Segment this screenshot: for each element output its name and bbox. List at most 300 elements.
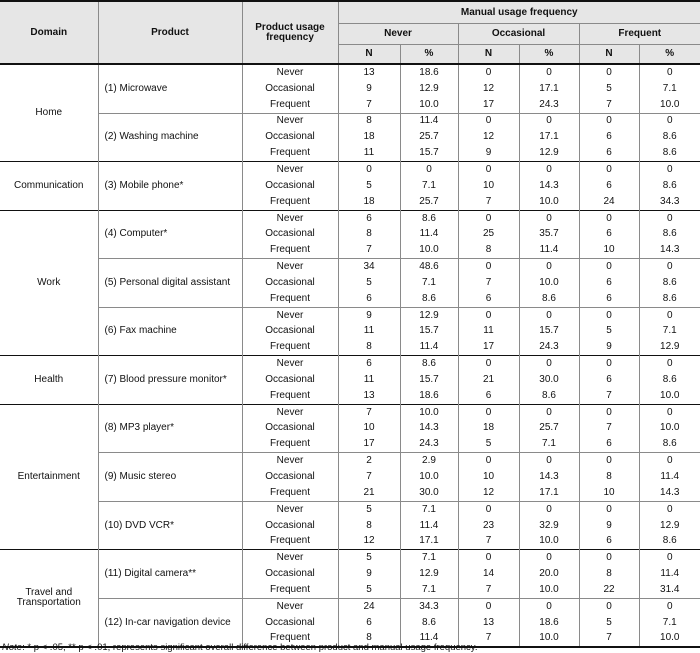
count-cell: 7 bbox=[579, 97, 639, 113]
product-cell: (5) Personal digital assistant bbox=[98, 259, 242, 308]
percent-cell: 0 bbox=[639, 113, 700, 129]
count-cell: 17 bbox=[458, 339, 519, 355]
percent-cell: 24.3 bbox=[519, 339, 579, 355]
percent-cell: 7.1 bbox=[400, 501, 458, 517]
count-cell: 21 bbox=[458, 372, 519, 388]
count-cell: 6 bbox=[579, 533, 639, 549]
count-cell: 10 bbox=[579, 242, 639, 258]
product-cell: (11) Digital camera** bbox=[98, 550, 242, 599]
count-cell: 6 bbox=[458, 388, 519, 404]
product-cell: (8) MP3 player* bbox=[98, 404, 242, 453]
percent-cell: 18.6 bbox=[400, 388, 458, 404]
percent-cell: 8.6 bbox=[639, 129, 700, 145]
usage-cell: Frequent bbox=[242, 97, 338, 113]
count-cell: 5 bbox=[579, 81, 639, 97]
header-n: N bbox=[338, 45, 400, 65]
percent-cell: 10.0 bbox=[519, 582, 579, 598]
table-row bbox=[0, 501, 700, 517]
usage-cell: Frequent bbox=[242, 339, 338, 355]
count-cell: 18 bbox=[338, 194, 400, 210]
percent-cell: 2.9 bbox=[400, 453, 458, 469]
usage-cell: Occasional bbox=[242, 469, 338, 485]
count-cell: 0 bbox=[458, 162, 519, 178]
count-cell: 7 bbox=[579, 421, 639, 437]
usage-cell: Never bbox=[242, 210, 338, 226]
count-cell: 0 bbox=[458, 404, 519, 420]
table-row bbox=[0, 404, 700, 420]
percent-cell: 10.0 bbox=[639, 97, 700, 113]
count-cell: 13 bbox=[458, 615, 519, 631]
percent-cell: 25.7 bbox=[400, 129, 458, 145]
count-cell: 23 bbox=[458, 518, 519, 534]
count-cell: 7 bbox=[458, 631, 519, 648]
percent-cell: 8.6 bbox=[639, 145, 700, 161]
count-cell: 0 bbox=[579, 307, 639, 323]
count-cell: 10 bbox=[458, 178, 519, 194]
count-cell: 6 bbox=[338, 210, 400, 226]
percent-cell: 0 bbox=[400, 162, 458, 178]
count-cell: 17 bbox=[338, 436, 400, 452]
percent-cell: 7.1 bbox=[400, 582, 458, 598]
usage-cell: Frequent bbox=[242, 436, 338, 452]
count-cell: 12 bbox=[458, 81, 519, 97]
percent-cell: 8.6 bbox=[639, 436, 700, 452]
percent-cell: 0 bbox=[639, 307, 700, 323]
percent-cell: 12.9 bbox=[639, 339, 700, 355]
percent-cell: 14.3 bbox=[519, 178, 579, 194]
percent-cell: 12.9 bbox=[400, 81, 458, 97]
count-cell: 34 bbox=[338, 259, 400, 275]
count-cell: 0 bbox=[458, 356, 519, 372]
usage-cell: Frequent bbox=[242, 485, 338, 501]
count-cell: 5 bbox=[338, 550, 400, 566]
usage-cell: Occasional bbox=[242, 81, 338, 97]
count-cell: 11 bbox=[458, 324, 519, 340]
count-cell: 8 bbox=[458, 242, 519, 258]
product-cell: (4) Computer* bbox=[98, 210, 242, 259]
percent-cell: 14.3 bbox=[639, 242, 700, 258]
percent-cell: 7.1 bbox=[400, 275, 458, 291]
percent-cell: 10.0 bbox=[639, 631, 700, 648]
header-pct: % bbox=[519, 45, 579, 65]
percent-cell: 10.0 bbox=[639, 421, 700, 437]
usage-cell: Frequent bbox=[242, 242, 338, 258]
count-cell: 0 bbox=[458, 259, 519, 275]
count-cell: 6 bbox=[338, 615, 400, 631]
count-cell: 0 bbox=[579, 210, 639, 226]
percent-cell: 0 bbox=[639, 453, 700, 469]
percent-cell: 0 bbox=[519, 404, 579, 420]
usage-cell: Never bbox=[242, 453, 338, 469]
percent-cell: 11.4 bbox=[400, 631, 458, 648]
percent-cell: 17.1 bbox=[519, 485, 579, 501]
usage-cell: Frequent bbox=[242, 582, 338, 598]
usage-cell: Occasional bbox=[242, 178, 338, 194]
count-cell: 25 bbox=[458, 226, 519, 242]
percent-cell: 8.6 bbox=[400, 615, 458, 631]
percent-cell: 14.3 bbox=[400, 421, 458, 437]
count-cell: 8 bbox=[338, 631, 400, 648]
count-cell: 6 bbox=[579, 436, 639, 452]
count-cell: 0 bbox=[579, 453, 639, 469]
table-row bbox=[0, 356, 700, 372]
table-row bbox=[0, 598, 700, 614]
count-cell: 12 bbox=[338, 533, 400, 549]
count-cell: 9 bbox=[338, 307, 400, 323]
count-cell: 0 bbox=[579, 501, 639, 517]
percent-cell: 15.7 bbox=[400, 145, 458, 161]
count-cell: 8 bbox=[338, 339, 400, 355]
header-occasional: Occasional bbox=[458, 24, 579, 45]
count-cell: 0 bbox=[458, 210, 519, 226]
percent-cell: 0 bbox=[639, 404, 700, 420]
percent-cell: 17.1 bbox=[519, 81, 579, 97]
table-note bbox=[2, 640, 477, 653]
percent-cell: 10.0 bbox=[519, 631, 579, 648]
percent-cell: 7.1 bbox=[519, 436, 579, 452]
count-cell: 9 bbox=[579, 339, 639, 355]
percent-cell: 11.4 bbox=[639, 566, 700, 582]
percent-cell: 24.3 bbox=[519, 97, 579, 113]
percent-cell: 0 bbox=[519, 356, 579, 372]
usage-cell: Never bbox=[242, 162, 338, 178]
count-cell: 8 bbox=[579, 469, 639, 485]
usage-cell: Occasional bbox=[242, 518, 338, 534]
header-manual-usage: Manual usage frequency bbox=[338, 1, 700, 24]
usage-cell: Occasional bbox=[242, 615, 338, 631]
domain-cell: Travel and Transportation bbox=[0, 550, 98, 648]
usage-cell: Never bbox=[242, 501, 338, 517]
table-row bbox=[0, 210, 700, 226]
count-cell: 7 bbox=[458, 582, 519, 598]
usage-cell: Never bbox=[242, 113, 338, 129]
usage-cell: Never bbox=[242, 64, 338, 81]
header-pct: % bbox=[400, 45, 458, 65]
percent-cell: 11.4 bbox=[400, 226, 458, 242]
percent-cell: 8.6 bbox=[400, 291, 458, 307]
count-cell: 0 bbox=[579, 550, 639, 566]
percent-cell: 48.6 bbox=[400, 259, 458, 275]
percent-cell: 7.1 bbox=[639, 615, 700, 631]
usage-cell: Occasional bbox=[242, 421, 338, 437]
count-cell: 6 bbox=[579, 226, 639, 242]
count-cell: 5 bbox=[338, 178, 400, 194]
percent-cell: 0 bbox=[519, 162, 579, 178]
count-cell: 6 bbox=[579, 275, 639, 291]
count-cell: 9 bbox=[579, 518, 639, 534]
count-cell: 9 bbox=[338, 566, 400, 582]
percent-cell: 10.0 bbox=[400, 404, 458, 420]
percent-cell: 8.6 bbox=[639, 533, 700, 549]
count-cell: 6 bbox=[579, 372, 639, 388]
percent-cell: 0 bbox=[639, 356, 700, 372]
percent-cell: 0 bbox=[639, 64, 700, 81]
percent-cell: 24.3 bbox=[400, 436, 458, 452]
product-cell: (6) Fax machine bbox=[98, 307, 242, 356]
header-frequent: Frequent bbox=[579, 24, 700, 45]
count-cell: 8 bbox=[579, 566, 639, 582]
percent-cell: 0 bbox=[519, 501, 579, 517]
usage-cell: Frequent bbox=[242, 388, 338, 404]
count-cell: 9 bbox=[458, 145, 519, 161]
count-cell: 7 bbox=[338, 97, 400, 113]
count-cell: 5 bbox=[579, 615, 639, 631]
count-cell: 7 bbox=[338, 469, 400, 485]
count-cell: 9 bbox=[338, 81, 400, 97]
count-cell: 7 bbox=[338, 404, 400, 420]
count-cell: 5 bbox=[338, 275, 400, 291]
percent-cell: 25.7 bbox=[400, 194, 458, 210]
percent-cell: 0 bbox=[519, 259, 579, 275]
usage-cell: Occasional bbox=[242, 129, 338, 145]
count-cell: 24 bbox=[579, 194, 639, 210]
percent-cell: 11.4 bbox=[639, 469, 700, 485]
count-cell: 8 bbox=[338, 518, 400, 534]
usage-cell: Occasional bbox=[242, 372, 338, 388]
table-body bbox=[0, 64, 700, 647]
percent-cell: 30.0 bbox=[519, 372, 579, 388]
count-cell: 0 bbox=[458, 307, 519, 323]
usage-cell: Never bbox=[242, 598, 338, 614]
note-label: Note bbox=[2, 642, 23, 653]
percent-cell: 7.1 bbox=[400, 550, 458, 566]
usage-cell: Occasional bbox=[242, 566, 338, 582]
count-cell: 0 bbox=[458, 453, 519, 469]
header-product-usage: Product usage frequency bbox=[242, 1, 338, 64]
percent-cell: 8.6 bbox=[639, 291, 700, 307]
header-n: N bbox=[579, 45, 639, 65]
count-cell: 5 bbox=[338, 501, 400, 517]
header-pct: % bbox=[639, 45, 700, 65]
percent-cell: 0 bbox=[639, 598, 700, 614]
percent-cell: 8.6 bbox=[639, 372, 700, 388]
domain-cell: Work bbox=[37, 276, 61, 288]
count-cell: 0 bbox=[579, 113, 639, 129]
count-cell: 0 bbox=[458, 598, 519, 614]
percent-cell: 0 bbox=[519, 453, 579, 469]
header-domain: Domain bbox=[0, 1, 98, 64]
product-cell: (1) Microwave bbox=[98, 64, 242, 113]
count-cell: 6 bbox=[458, 291, 519, 307]
percent-cell: 11.4 bbox=[400, 113, 458, 129]
domain-cell: Communication bbox=[14, 179, 84, 191]
count-cell: 6 bbox=[579, 291, 639, 307]
table-header bbox=[0, 1, 700, 64]
percent-cell: 10.0 bbox=[519, 194, 579, 210]
percent-cell: 10.0 bbox=[519, 275, 579, 291]
count-cell: 13 bbox=[338, 388, 400, 404]
count-cell: 8 bbox=[338, 113, 400, 129]
count-cell: 8 bbox=[338, 226, 400, 242]
percent-cell: 7.1 bbox=[639, 81, 700, 97]
usage-cell: Frequent bbox=[242, 291, 338, 307]
table-row bbox=[0, 113, 700, 129]
usage-cell: Occasional bbox=[242, 226, 338, 242]
count-cell: 10 bbox=[458, 469, 519, 485]
usage-cell: Occasional bbox=[242, 275, 338, 291]
domain-cell: Entertainment bbox=[17, 471, 80, 483]
count-cell: 7 bbox=[458, 194, 519, 210]
percent-cell: 18.6 bbox=[400, 64, 458, 81]
table-row bbox=[0, 162, 700, 178]
count-cell: 21 bbox=[338, 485, 400, 501]
usage-cell: Never bbox=[242, 404, 338, 420]
count-cell: 0 bbox=[579, 162, 639, 178]
product-cell: (7) Blood pressure monitor* bbox=[98, 356, 242, 405]
header-product: Product bbox=[98, 1, 242, 64]
percent-cell: 8.6 bbox=[519, 291, 579, 307]
percent-cell: 0 bbox=[639, 162, 700, 178]
percent-cell: 20.0 bbox=[519, 566, 579, 582]
percent-cell: 34.3 bbox=[639, 194, 700, 210]
percent-cell: 10.0 bbox=[639, 388, 700, 404]
usage-cell: Never bbox=[242, 550, 338, 566]
percent-cell: 11.4 bbox=[400, 339, 458, 355]
percent-cell: 30.0 bbox=[400, 485, 458, 501]
percent-cell: 8.6 bbox=[519, 388, 579, 404]
count-cell: 0 bbox=[579, 598, 639, 614]
count-cell: 10 bbox=[338, 421, 400, 437]
count-cell: 0 bbox=[458, 550, 519, 566]
percent-cell: 7.1 bbox=[400, 178, 458, 194]
count-cell: 11 bbox=[338, 372, 400, 388]
percent-cell: 10.0 bbox=[400, 97, 458, 113]
percent-cell: 0 bbox=[519, 210, 579, 226]
product-cell: (10) DVD VCR* bbox=[98, 501, 242, 550]
percent-cell: 8.6 bbox=[639, 226, 700, 242]
usage-cell: Frequent bbox=[242, 631, 338, 648]
count-cell: 10 bbox=[579, 485, 639, 501]
percent-cell: 12.9 bbox=[519, 145, 579, 161]
count-cell: 0 bbox=[579, 404, 639, 420]
header-never: Never bbox=[338, 24, 458, 45]
percent-cell: 18.6 bbox=[519, 615, 579, 631]
percent-cell: 32.9 bbox=[519, 518, 579, 534]
count-cell: 24 bbox=[338, 598, 400, 614]
count-cell: 0 bbox=[338, 162, 400, 178]
percent-cell: 12.9 bbox=[639, 518, 700, 534]
usage-cell: Never bbox=[242, 307, 338, 323]
count-cell: 17 bbox=[458, 97, 519, 113]
count-cell: 0 bbox=[458, 113, 519, 129]
note-text: : * p < .05, ** p < .01, represents significant overall difference between product and manual usage frequency. bbox=[22, 642, 478, 653]
domain-cell: Home bbox=[35, 107, 63, 119]
percent-cell: 12.9 bbox=[400, 307, 458, 323]
table-row bbox=[0, 259, 700, 275]
usage-cell: Frequent bbox=[242, 145, 338, 161]
count-cell: 18 bbox=[458, 421, 519, 437]
count-cell: 12 bbox=[458, 485, 519, 501]
count-cell: 0 bbox=[579, 259, 639, 275]
percent-cell: 10.0 bbox=[400, 469, 458, 485]
percent-cell: 0 bbox=[519, 113, 579, 129]
count-cell: 5 bbox=[338, 582, 400, 598]
percent-cell: 10.0 bbox=[519, 533, 579, 549]
count-cell: 22 bbox=[579, 582, 639, 598]
count-cell: 0 bbox=[579, 64, 639, 81]
percent-cell: 12.9 bbox=[400, 566, 458, 582]
header-n: N bbox=[458, 45, 519, 65]
usage-cell: Never bbox=[242, 356, 338, 372]
count-cell: 7 bbox=[458, 275, 519, 291]
usage-cell: Frequent bbox=[242, 533, 338, 549]
percent-cell: 7.1 bbox=[639, 324, 700, 340]
percent-cell: 17.1 bbox=[519, 129, 579, 145]
percent-cell: 25.7 bbox=[519, 421, 579, 437]
table-row bbox=[0, 307, 700, 323]
percent-cell: 17.1 bbox=[400, 533, 458, 549]
count-cell: 6 bbox=[338, 291, 400, 307]
count-cell: 7 bbox=[338, 242, 400, 258]
count-cell: 6 bbox=[579, 129, 639, 145]
percent-cell: 11.4 bbox=[519, 242, 579, 258]
percent-cell: 15.7 bbox=[400, 372, 458, 388]
percent-cell: 15.7 bbox=[519, 324, 579, 340]
percent-cell: 8.6 bbox=[639, 275, 700, 291]
count-cell: 12 bbox=[458, 129, 519, 145]
usage-cell: Frequent bbox=[242, 194, 338, 210]
count-cell: 0 bbox=[579, 356, 639, 372]
count-cell: 11 bbox=[338, 324, 400, 340]
count-cell: 5 bbox=[579, 324, 639, 340]
table-row bbox=[0, 550, 700, 566]
percent-cell: 35.7 bbox=[519, 226, 579, 242]
domain-cell: Health bbox=[34, 373, 64, 385]
count-cell: 14 bbox=[458, 566, 519, 582]
percent-cell: 15.7 bbox=[400, 324, 458, 340]
percent-cell: 0 bbox=[519, 550, 579, 566]
count-cell: 11 bbox=[338, 145, 400, 161]
count-cell: 6 bbox=[579, 145, 639, 161]
count-cell: 5 bbox=[458, 436, 519, 452]
count-cell: 7 bbox=[579, 388, 639, 404]
percent-cell: 0 bbox=[519, 64, 579, 81]
percent-cell: 0 bbox=[519, 598, 579, 614]
percent-cell: 10.0 bbox=[400, 242, 458, 258]
percent-cell: 0 bbox=[519, 307, 579, 323]
percent-cell: 11.4 bbox=[400, 518, 458, 534]
product-cell: (2) Washing machine bbox=[98, 113, 242, 162]
percent-cell: 14.3 bbox=[639, 485, 700, 501]
percent-cell: 14.3 bbox=[519, 469, 579, 485]
count-cell: 7 bbox=[458, 533, 519, 549]
count-cell: 0 bbox=[458, 64, 519, 81]
count-cell: 0 bbox=[458, 501, 519, 517]
count-cell: 2 bbox=[338, 453, 400, 469]
product-cell: (12) In-car navigation device bbox=[98, 598, 242, 647]
product-cell: (9) Music stereo bbox=[98, 453, 242, 502]
table-row bbox=[0, 64, 700, 81]
percent-cell: 0 bbox=[639, 210, 700, 226]
count-cell: 6 bbox=[338, 356, 400, 372]
percent-cell: 8.6 bbox=[400, 356, 458, 372]
percent-cell: 31.4 bbox=[639, 582, 700, 598]
percent-cell: 34.3 bbox=[400, 598, 458, 614]
percent-cell: 0 bbox=[639, 259, 700, 275]
percent-cell: 8.6 bbox=[639, 178, 700, 194]
percent-cell: 0 bbox=[639, 550, 700, 566]
count-cell: 7 bbox=[579, 631, 639, 648]
count-cell: 6 bbox=[579, 178, 639, 194]
table-row bbox=[0, 453, 700, 469]
usage-cell: Occasional bbox=[242, 324, 338, 340]
percent-cell: 0 bbox=[639, 501, 700, 517]
count-cell: 18 bbox=[338, 129, 400, 145]
product-cell: (3) Mobile phone* bbox=[98, 162, 242, 211]
count-cell: 13 bbox=[338, 64, 400, 81]
usage-cell: Never bbox=[242, 259, 338, 275]
percent-cell: 8.6 bbox=[400, 210, 458, 226]
